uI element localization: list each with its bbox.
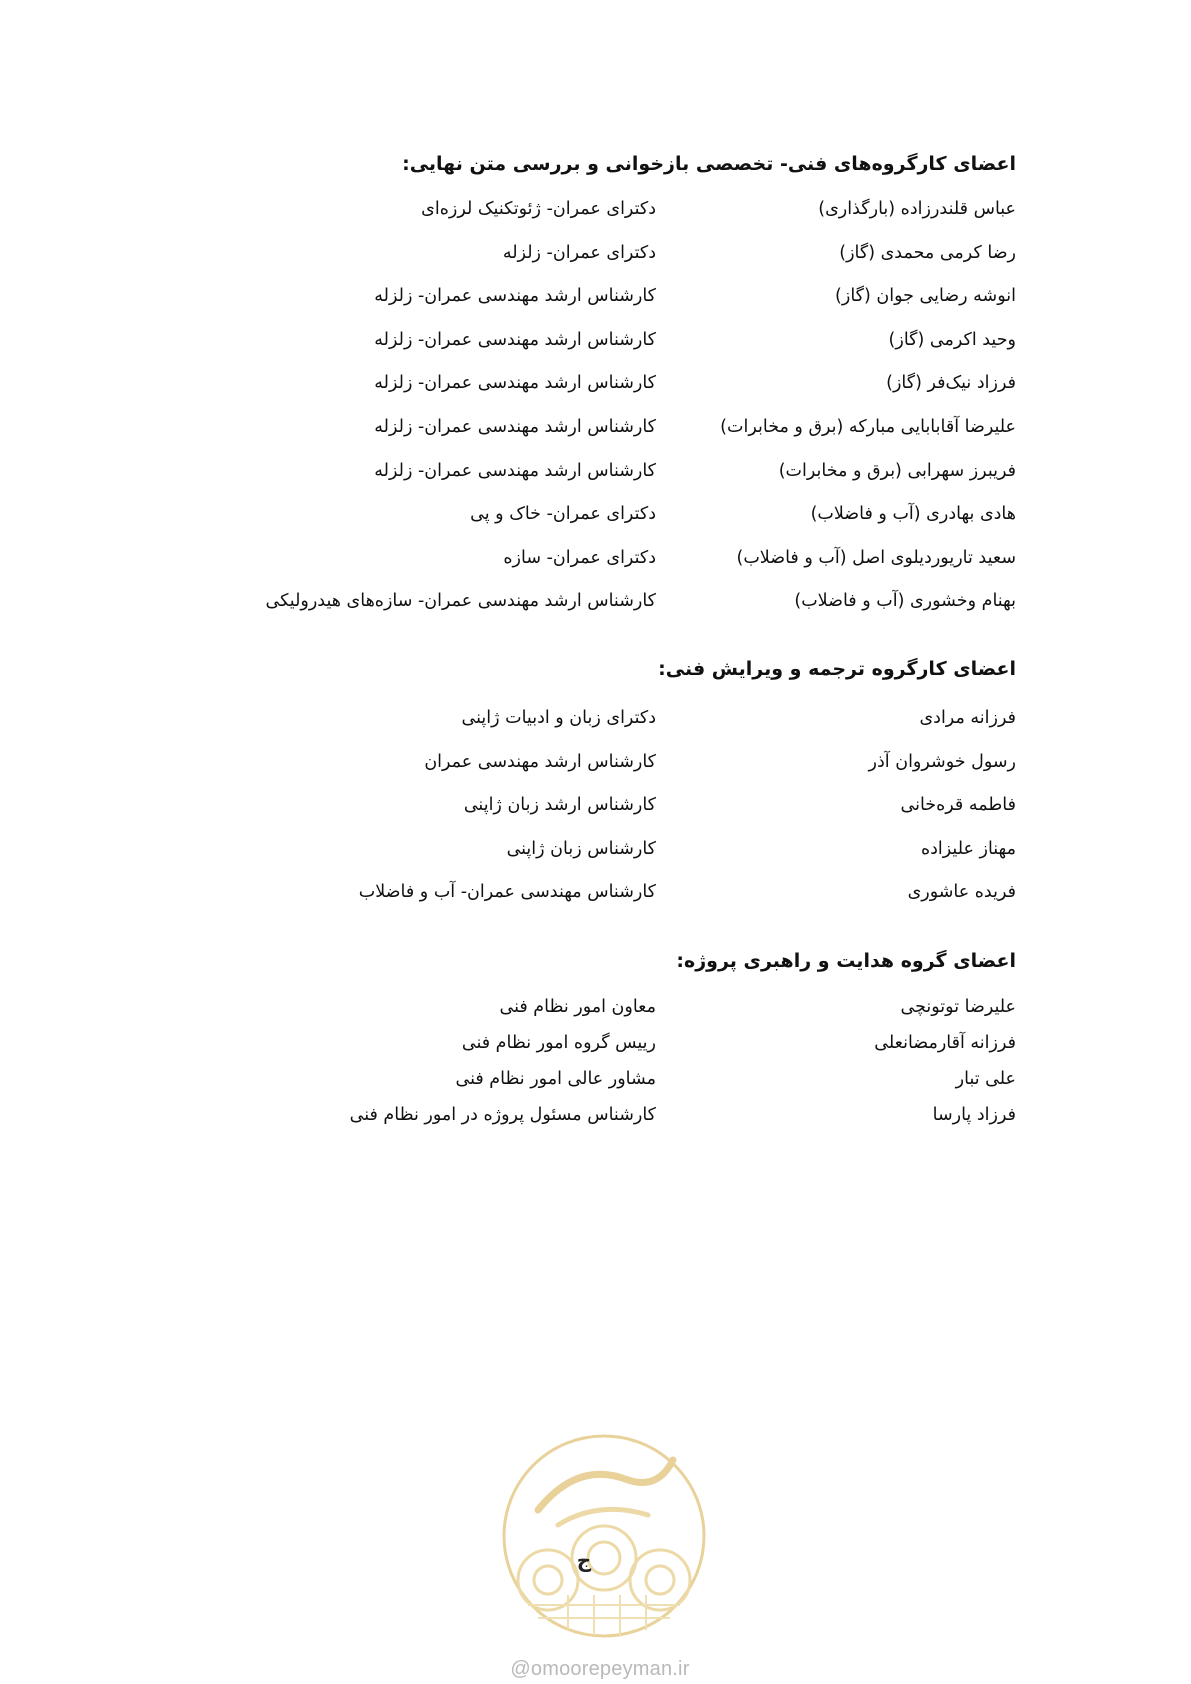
site-url-watermark: @omoorepeyman.ir [510,1658,690,1680]
member-role: مشاور عالی امور نظام فنی [455,1069,656,1089]
member-name: رسول خوشروان آذر [868,751,1016,772]
member-name: فرزانه آقارمضانعلی [874,1033,1016,1053]
member-role: کارشناس ارشد مهندسی عمران [424,751,656,772]
page-number: ج [576,1548,592,1572]
member-role: کارشناس ارشد مهندسی عمران- زلزله [374,373,656,394]
member-role: کارشناس زبان ژاپنی [506,838,656,859]
member-name: علی تبار [955,1069,1016,1089]
member-row [256,828,1016,872]
member-row [256,871,1016,915]
member-row [256,275,1016,319]
watermark-logo [498,1430,710,1642]
member-row [256,493,1016,537]
member-name: فرزاد نیک‌فر (گاز) [886,373,1016,394]
member-name: فریبرز سهرابی (برق و مخابرات) [778,460,1016,481]
section-heading: اعضای گروه هدایت و راهبری پروژه: [676,950,1016,972]
member-row [256,362,1016,406]
member-role: کارشناس ارشد مهندسی عمران- زلزله [374,329,656,350]
member-row [256,741,1016,785]
member-role: کارشناس مسئول پروژه در امور نظام فنی [349,1105,656,1125]
member-role: کارشناس ارشد مهندسی عمران- زلزله [374,286,656,307]
watermark-calligraphy [538,1460,673,1510]
section-heading: اعضای کارگروه‌های فنی- تخصصی بازخوانی و بررسی متن نهایی: [402,153,1016,175]
member-name: فرزاد پارسا [932,1105,1016,1125]
member-row [256,406,1016,450]
member-row [256,1025,1016,1061]
member-role: کارشناس ارشد مهندسی عمران- زلزله [374,460,656,481]
member-role: دکترای عمران- زلزله [502,242,656,263]
translation-editing-group-section [256,651,1016,915]
member-row [256,450,1016,494]
member-role: دکترای عمران- خاک و پی [470,504,656,525]
member-role: دکترای زبان و ادبیات ژاپنی [461,708,656,728]
member-name: فرزانه مرادی [919,708,1016,728]
member-role: کارشناس مهندسی عمران- آب و فاضلاب [358,882,656,903]
project-steering-group-section [256,943,1016,1133]
member-name: وحید اکرمی (گاز) [888,329,1016,350]
member-row [256,232,1016,276]
member-role: کارشناس ارشد مهندسی عمران- زلزله [374,416,656,437]
member-name: فریده عاشوری [907,882,1016,903]
member-name: علیرضا آقابابایی مبارکه (برق و مخابرات) [720,416,1016,437]
member-name: مهناز علیزاده [920,838,1016,859]
member-name: انوشه رضایی جوان (گاز) [835,286,1016,307]
watermark-calligraphy-stroke [558,1509,648,1525]
member-name: فاطمه قره‌خانی [900,795,1016,816]
member-row [256,784,1016,828]
member-row [256,697,1016,741]
member-role: معاون امور نظام فنی [499,997,656,1017]
member-row [256,1061,1016,1097]
section-heading: اعضای کارگروه ترجمه و ویرایش فنی: [658,658,1016,680]
member-row [256,1097,1016,1133]
member-row [256,537,1016,581]
member-role: دکترای عمران- سازه [503,547,656,568]
member-name: بهنام وخشوری (آب و فاضلاب) [794,591,1016,612]
watermark-grid [528,1595,680,1635]
member-role: کارشناس ارشد مهندسی عمران- سازه‌های هیدرولیکی [265,591,656,612]
member-row [256,188,1016,232]
member-row [256,319,1016,363]
member-row [256,989,1016,1025]
review-working-groups-section [256,146,1016,624]
member-name: عباس قلندرزاده (بارگذاری) [818,199,1016,219]
member-role: دکترای عمران- ژئوتکنیک لرزه‌ای [421,199,656,219]
member-row [256,580,1016,624]
member-name: رضا کرمی محمدی (گاز) [839,242,1016,263]
member-name: سعید تاریوردیلوی اصل (آب و فاضلاب) [736,547,1016,568]
member-name: هادی بهادری (آب و فاضلاب) [810,504,1016,525]
member-name: علیرضا توتونچی [900,997,1016,1017]
member-role: کارشناس ارشد زبان ژاپنی [463,795,656,816]
member-role: رییس گروه امور نظام فنی [461,1033,656,1053]
